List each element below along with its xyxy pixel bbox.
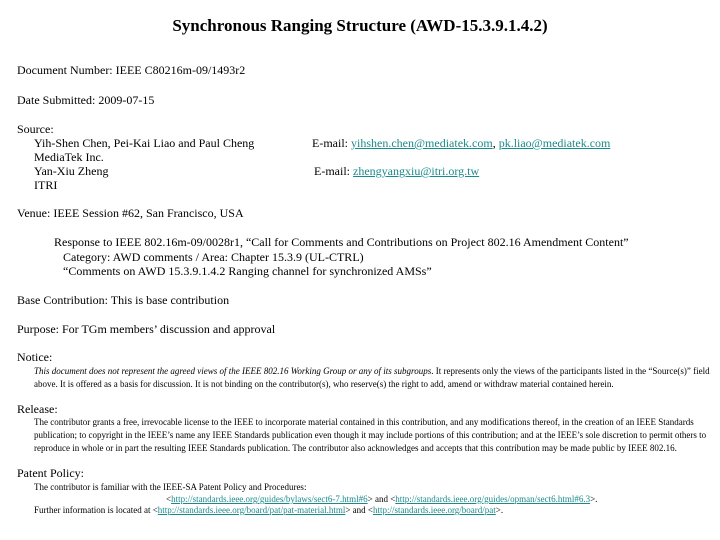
bracket: < xyxy=(166,494,172,504)
page-title: Synchronous Ranging Structure (AWD-15.3.9.1.4.2) xyxy=(172,16,548,35)
bracket: >. xyxy=(590,494,598,504)
email-sep: , xyxy=(492,136,499,150)
bracket: >. xyxy=(495,505,504,515)
patent-label: Patent Policy: xyxy=(17,466,84,480)
response-line-3: “Comments on AWD 15.3.9.1.4.2 Ranging channel for synchronized AMSs” xyxy=(63,264,432,278)
email-label: E-mail: xyxy=(314,164,353,178)
release-text: The contributor grants a free, irrevocable license to the IEEE to incorporate material contained in this contribution, and any modifications thereof, in the creation of an IEEE Standards publication; to copyright in the IEEE’s name any IEEE Standards publication even though it may include portions of this contribution; and at the IEEE’s sole discretion to permit others to reproduce in whole or in part the resulting IEEE Standards publication. The contributor also acknowledges and accepts that this contribution may be made public by IEEE 802.16. xyxy=(34,417,707,453)
response-line-2: Category: AWD comments / Area: Chapter 15.3.9 (UL-CTRL) xyxy=(63,250,364,264)
notice-body: . It represents only the views of the participants listed in the “Source(s)” field above. It is offered as a basis for discussion. It is not binding on the contributor(s), who reserve(s) the right to add, amend or withdraw material contained herein. xyxy=(34,366,710,389)
notice-label: Notice: xyxy=(17,350,53,364)
venue: Venue: IEEE Session #62, San Francisco, USA xyxy=(17,206,244,220)
notice-italic: This document does not represent the agreed views of the IEEE 802.16 Working Group or any of its subgroups xyxy=(34,366,432,376)
patent-line-3 xyxy=(34,505,503,515)
further-text: Further information is located at < xyxy=(34,505,158,515)
source-author2: Yan-Xiu Zheng xyxy=(34,164,109,178)
release-label: Release: xyxy=(17,402,58,416)
notice-text xyxy=(34,365,710,391)
email-line-1 xyxy=(312,136,610,151)
base-contribution: Base Contribution: This is base contribution xyxy=(17,293,230,307)
email-link[interactable]: pk.liao@mediatek.com xyxy=(498,136,611,150)
patent-line-2 xyxy=(166,494,597,504)
patent-link-4[interactable]: http://standards.ieee.org/board/pat xyxy=(372,505,496,515)
email-link[interactable]: yihshen.chen@mediatek.com xyxy=(351,136,493,150)
email-label: E-mail: xyxy=(312,136,351,150)
and-text: > and < xyxy=(367,494,396,504)
response-line-1: Response to IEEE 802.16m-09/0028r1, “Call for Comments and Contributions on Project 802.16 Amendment Content” xyxy=(54,235,629,249)
patent-link-2[interactable]: http://standards.ieee.org/guides/opman/sect6.html#6.3 xyxy=(395,494,591,504)
source-label: Source: xyxy=(17,122,54,136)
source-org2: ITRI xyxy=(34,178,58,192)
patent-line-1: The contributor is familiar with the IEEE-SA Patent Policy and Procedures: xyxy=(34,482,307,492)
purpose: Purpose: For TGm members’ discussion and approval xyxy=(17,322,276,336)
source-org1: MediaTek Inc. xyxy=(34,150,104,164)
patent-link-3[interactable]: http://standards.ieee.org/board/pat/pat-material.html xyxy=(157,505,346,515)
patent-link-1[interactable]: http://standards.ieee.org/guides/bylaws/sect6-7.html#6 xyxy=(171,494,368,504)
email-line-2 xyxy=(314,164,479,179)
email-link[interactable]: zhengyangxiu@itri.org.tw xyxy=(353,164,480,178)
source-authors: Yih-Shen Chen, Pei-Kai Liao and Paul Cheng xyxy=(34,136,255,150)
date-submitted: Date Submitted: 2009-07-15 xyxy=(17,93,155,107)
document-number: Document Number: IEEE C80216m-09/1493r2 xyxy=(17,63,246,77)
and-text: > and < xyxy=(345,505,373,515)
